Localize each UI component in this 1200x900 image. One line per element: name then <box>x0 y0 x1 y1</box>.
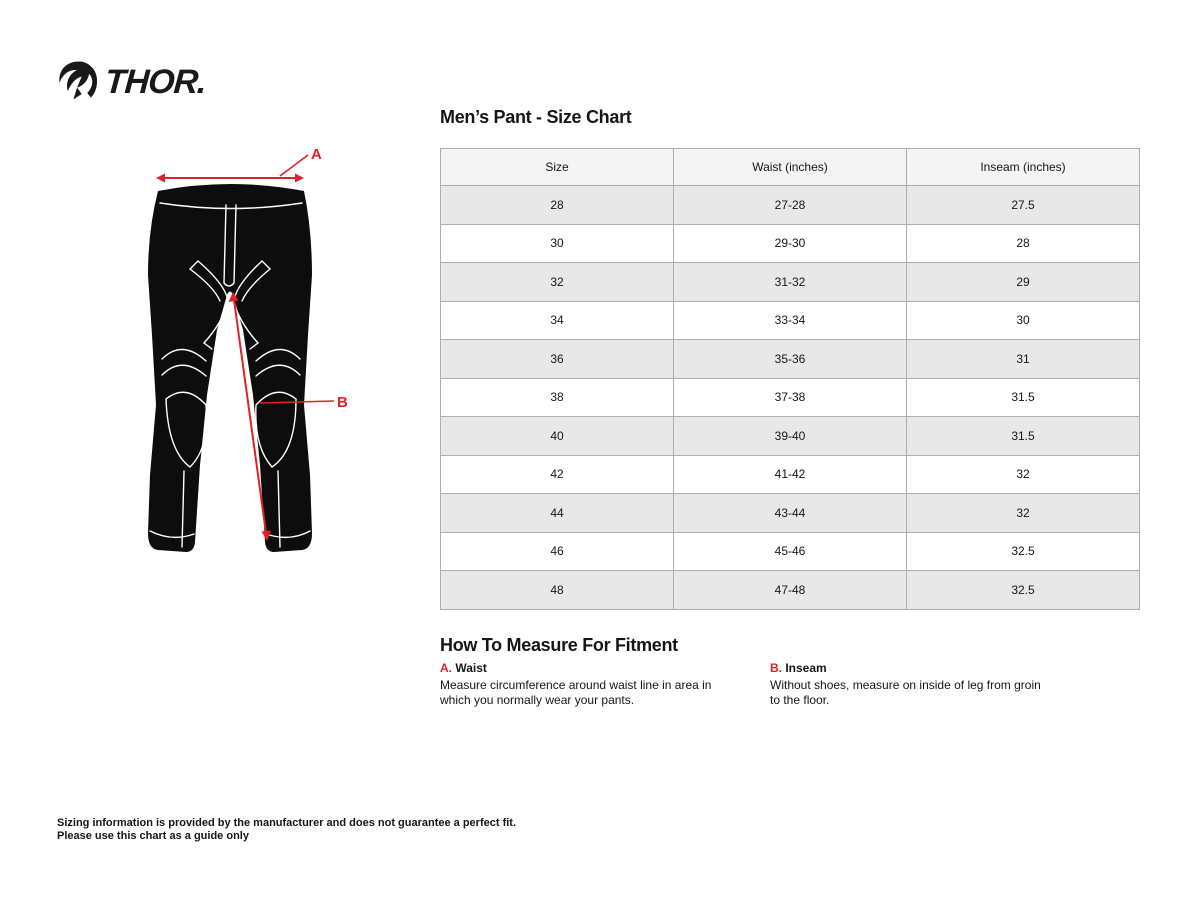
measure-waist-description: Measure circumference around waist line in area in which you normally wear your pants. <box>440 678 712 707</box>
measure-item-inseam <box>770 661 1050 707</box>
table-cell: 33-34 <box>674 301 907 340</box>
table-cell: 32 <box>441 263 674 302</box>
measure-waist-letter: A. <box>440 661 452 675</box>
thor-goat-icon <box>55 58 101 106</box>
table-cell: 31-32 <box>674 263 907 302</box>
table-cell: 37-38 <box>674 378 907 417</box>
table-row <box>441 378 1140 417</box>
measure-inseam-name: Inseam <box>785 661 827 675</box>
table-cell: 30 <box>907 301 1140 340</box>
table-cell: 46 <box>441 532 674 571</box>
table-cell: 32 <box>907 455 1140 494</box>
table-row <box>441 532 1140 571</box>
thor-logo <box>55 58 206 106</box>
table-cell: 43-44 <box>674 494 907 533</box>
table-row <box>441 571 1140 610</box>
diagram-label-b: B <box>337 394 348 411</box>
table-row <box>441 340 1140 379</box>
table-cell: 48 <box>441 571 674 610</box>
table-row <box>441 417 1140 456</box>
table-cell: 40 <box>441 417 674 456</box>
table-row <box>441 301 1140 340</box>
measure-item-waist <box>440 661 740 707</box>
table-row <box>441 224 1140 263</box>
table-cell: 41-42 <box>674 455 907 494</box>
diagram-label-a: A <box>311 146 322 163</box>
table-cell: 35-36 <box>674 340 907 379</box>
column-header-inseam: Inseam (inches) <box>907 149 1140 186</box>
table-cell: 28 <box>441 186 674 225</box>
disclaimer <box>57 817 516 842</box>
pants-diagram <box>110 135 370 575</box>
size-table-body <box>441 186 1140 610</box>
table-cell: 47-48 <box>674 571 907 610</box>
table-cell: 32 <box>907 494 1140 533</box>
table-cell: 32.5 <box>907 532 1140 571</box>
table-row <box>441 263 1140 302</box>
table-cell: 28 <box>907 224 1140 263</box>
table-cell: 31 <box>907 340 1140 379</box>
thor-logo-text: THOR. <box>103 63 208 101</box>
table-cell: 34 <box>441 301 674 340</box>
size-table <box>440 148 1140 610</box>
table-cell: 31.5 <box>907 378 1140 417</box>
measure-inseam-letter: B. <box>770 661 782 675</box>
table-cell: 29 <box>907 263 1140 302</box>
measure-inseam-description: Without shoes, measure on inside of leg from groin to the floor. <box>770 678 1041 707</box>
table-cell: 29-30 <box>674 224 907 263</box>
measure-inseam-heading <box>770 661 1050 675</box>
table-row <box>441 494 1140 533</box>
disclaimer-line-1: Sizing information is provided by the manufacturer and does not guarantee a perfect fit. <box>57 817 517 829</box>
page-title: Men’s Pant - Size Chart <box>440 107 632 127</box>
table-row <box>441 186 1140 225</box>
column-header-size: Size <box>441 149 674 186</box>
table-cell: 39-40 <box>674 417 907 456</box>
measure-waist-heading <box>440 661 740 675</box>
disclaimer-line-2: Please use this chart as a guide only <box>57 829 249 842</box>
table-cell: 31.5 <box>907 417 1140 456</box>
table-cell: 27-28 <box>674 186 907 225</box>
table-cell: 32.5 <box>907 571 1140 610</box>
table-cell: 42 <box>441 455 674 494</box>
table-cell: 36 <box>441 340 674 379</box>
table-row <box>441 455 1140 494</box>
table-header-row <box>441 149 1140 186</box>
column-header-waist: Waist (inches) <box>674 149 907 186</box>
howto-title: How To Measure For Fitment <box>440 635 678 655</box>
table-cell: 44 <box>441 494 674 533</box>
table-cell: 27.5 <box>907 186 1140 225</box>
table-cell: 30 <box>441 224 674 263</box>
table-cell: 38 <box>441 378 674 417</box>
measure-waist-name: Waist <box>455 661 487 675</box>
table-cell: 45-46 <box>674 532 907 571</box>
